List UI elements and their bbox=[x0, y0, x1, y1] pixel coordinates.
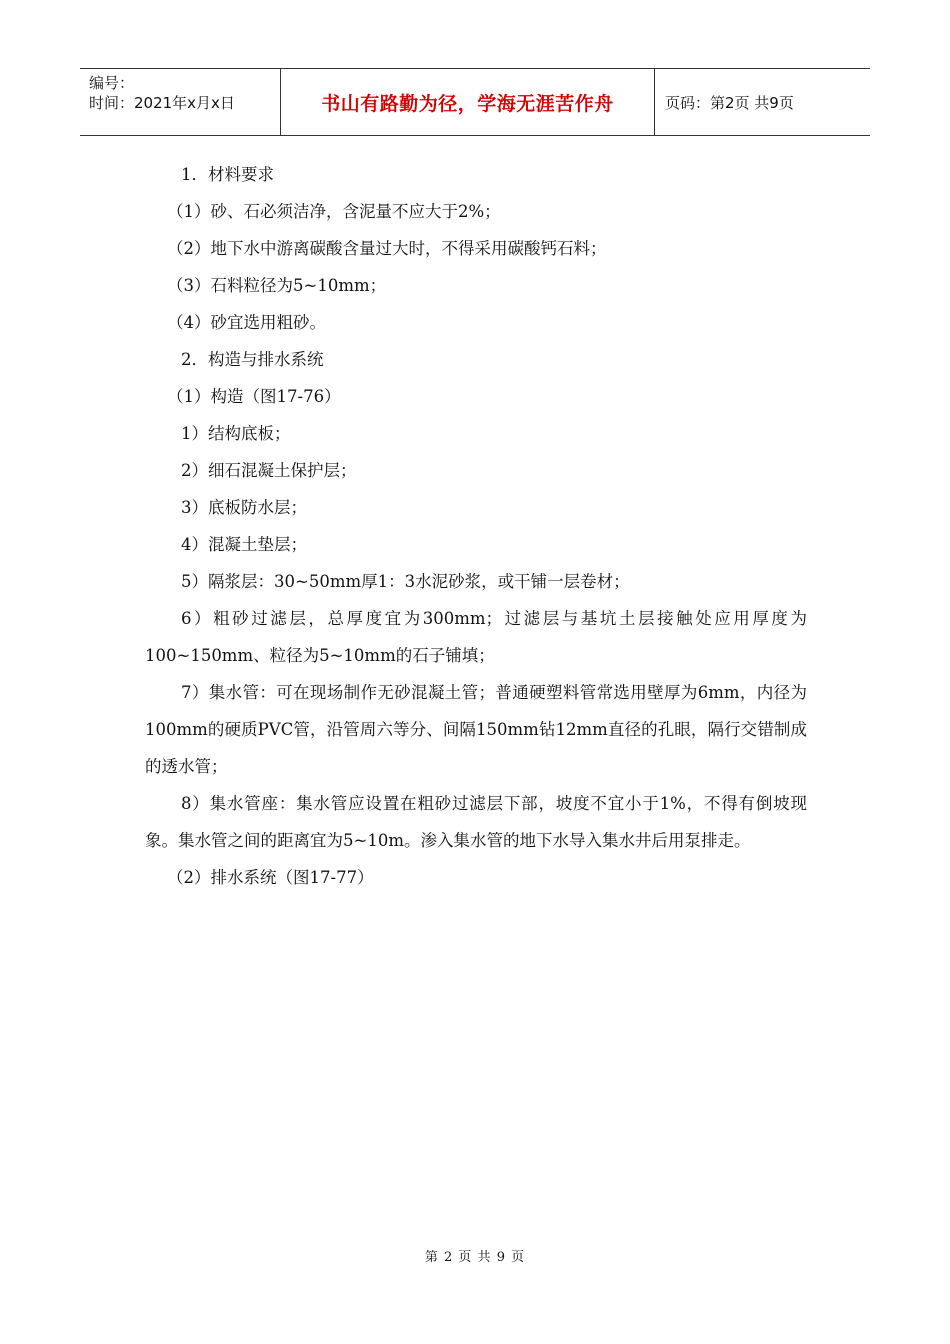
list-item: （2）地下水中游离碳酸含量过大时，不得采用碳酸钙石料； bbox=[167, 239, 607, 258]
list-item: （4）砂宜选用粗砂。 bbox=[167, 313, 326, 332]
subsection-title-structure: （1）构造（图17-76） bbox=[167, 387, 341, 406]
document-number-label: 编号： bbox=[89, 74, 135, 92]
section-title-structure: 2．构造与排水系统 bbox=[181, 350, 324, 369]
list-item: （1）砂、石必须洁净，含泥量不应大于2%； bbox=[167, 202, 501, 221]
header-table bbox=[80, 68, 870, 136]
subsection-title-drainage: （2）排水系统（图17-77） bbox=[167, 868, 374, 887]
document-time-label: 时间：2021年x月x日 bbox=[89, 94, 235, 112]
list-item: 3）底板防水层； bbox=[181, 498, 307, 517]
header-page-info: 页码：第2页 共9页 bbox=[665, 93, 794, 112]
page-footer: 第 2 页 共 9 页 bbox=[424, 1250, 526, 1265]
section-title-materials: 1．材料要求 bbox=[181, 165, 274, 184]
list-item: 2）细石混凝土保护层； bbox=[181, 461, 357, 480]
list-item: （3）石料粒径为5~10mm； bbox=[167, 276, 387, 295]
header-motto: 书山有路勤为径，学海无涯苦作舟 bbox=[281, 69, 655, 135]
paragraph-pipe-seat: 8）集水管座：集水管应设置在粗砂过滤层下部，坡度不宜小于1%，不得有倒坡现象。集水管之间的距离宜为5~10m。渗入集水管的地下水导入集水井后用泵排走。 bbox=[145, 794, 807, 850]
document-body bbox=[145, 156, 807, 896]
list-item: 1）结构底板； bbox=[181, 424, 291, 443]
paragraph-filter-layer: 6）粗砂过滤层，总厚度宜为300mm；过滤层与基坑土层接触处应用厚度为100~150mm、粒径为5~10mm的石子铺填； bbox=[145, 609, 807, 665]
header-meta bbox=[80, 69, 281, 135]
list-item: 5）隔浆层：30~50mm厚1：3水泥砂浆，或干铺一层卷材； bbox=[181, 572, 630, 591]
paragraph-collector-pipe: 7）集水管：可在现场制作无砂混凝土管；普通硬塑料管常选用壁厚为6mm，内径为100mm的硬质PVC管，沿管周六等分、间隔150mm钻12mm直径的孔眼，隔行交错制成的透水管； bbox=[145, 683, 807, 776]
list-item: 4）混凝土垫层； bbox=[181, 535, 307, 554]
